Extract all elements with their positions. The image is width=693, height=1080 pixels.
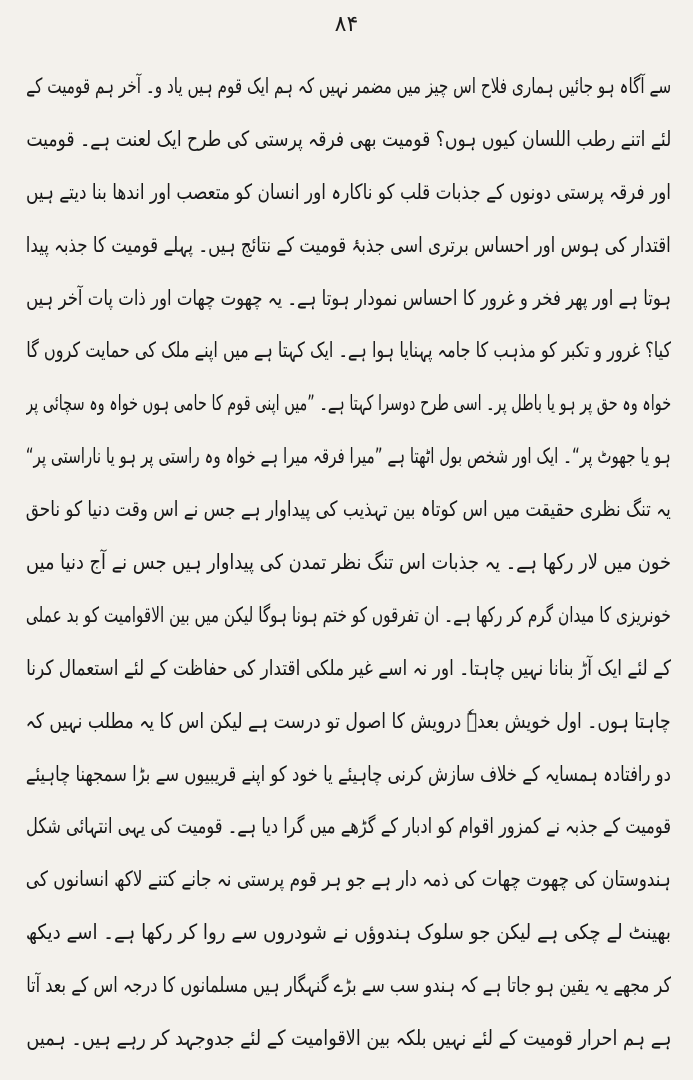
text-line (26, 642, 671, 695)
text-line (26, 536, 671, 589)
text-line (26, 324, 671, 377)
text-line (26, 430, 671, 483)
text-line-content: ہے ہم احرار قومیت کے لئے نہیں بلکہ بین الاقوامیت کے لئے جدوجہد کر رہے ہیں۔ ہمیں (26, 1026, 671, 1051)
text-line-content: کیا؟ غرور و تکبر کو مذہب کا جامہ پہنایا ہوا ہے۔ ایک کہتا ہے میں اپنے ملک کی حمایت کروں گا (26, 338, 671, 363)
text-line (26, 695, 671, 748)
text-line-content: دو رافتادہ ہمسایہ کے خلاف سازش کرنی چاہیئے یا خود کو اپنے قریبیوں سے بڑا سمجھنا چاہیئے (26, 761, 671, 786)
text-line (26, 166, 671, 219)
text-line (26, 959, 671, 1012)
page-number: ۸۴ (334, 12, 359, 37)
body-text (26, 60, 671, 1065)
text-line-content: اور فرقہ پرستی دونوں کے جذبات قلب کو ناکارہ اور انسان کو متعصب اور اندھا بنا دیتے ہیں (26, 179, 671, 204)
text-line-content: سے آگاہ ہو جائیں ہماری فلاح اس چیز میں مضمر نہیں کہ ہم ایک قوم ہیں یاد و۔ آخر ہم قومیت کے (26, 74, 671, 98)
text-line-content: خون میں لار رکھا ہے۔ یہ جذبات اس تنگ نظر تمدن کی پیداوار ہیں جس نے آج دنیا میں (26, 550, 671, 575)
text-line-content: ہندوستان کی چھوت چھات کی ذمہ دار ہے جو ہر قوم پرستی نہ جانے کتنے لاکھ انسانوں کی (26, 867, 671, 892)
text-line-content: خونریزی کا میدان گرم کر رکھا ہے۔ ان تفرقوں کو ختم ہونا ہوگا لیکن میں بین الاقوامیت کو بد عملی (26, 602, 671, 627)
text-line-content: بھینٹ لے چکی ہے لیکن جو سلوک ہندوؤں نے شودروں سے روا کر رکھا ہے۔ اسے دیکھ (26, 920, 671, 945)
text-line-content: خواہ وہ حق پر ہو یا باطل پر۔ اسی طرح دوسرا کہتا ہے۔ ”میں اپنی قوم کا حامی ہوں خواہ وہ سچائی پر (26, 391, 671, 416)
text-line (26, 800, 671, 853)
text-line-content: چاہتا ہوں۔ اول خویش بعدہٗ درویش کا اصول تو درست ہے لیکن اس کا یہ مطلب نہیں کہ (26, 708, 671, 733)
text-line-content: یہ تنگ نظری حقیقت میں اس کوتاہ بین تہذیب کی پیداوار ہے جس نے اس وقت دنیا کو ناحق (26, 497, 671, 522)
text-line (26, 60, 671, 113)
text-line-content: ہو یا جھوٹ پر“۔ ایک اور شخص بول اٹھتا ہے ”میرا فرقہ میرا ہے خواہ وہ راستی پر ہو یا ناراستی پر“ (26, 444, 671, 469)
text-line (26, 853, 671, 906)
text-line-content: کر مجھے یہ یقین ہو جاتا ہے کہ ہندو سب سے بڑے گنہگار ہیں مسلمانوں کا درجہ اس کے بعد آتا (26, 973, 671, 998)
text-line-content: لئے اتنے رطب اللسان کیوں ہوں؟ قومیت بھی فرقہ پرستی کی طرح ایک لعنت ہے۔ قومیت (26, 126, 671, 151)
text-line (26, 483, 671, 536)
text-line (26, 272, 671, 325)
text-line-content: اقتدار کی ہوس اور احساس برتری اسی جذبۂ قومیت کے نتائج ہیں۔ پہلے قومیت کا جذبہ پیدا (26, 232, 671, 257)
text-line (26, 377, 671, 430)
text-line (26, 1012, 671, 1065)
text-line (26, 906, 671, 959)
text-line-content: ہوتا ہے اور پھر فخر و غرور کا احساس نمودار ہوتا ہے۔ یہ چھوت چھات اور ذات پات آخر ہیں (26, 285, 671, 310)
text-line (26, 219, 671, 272)
text-line (26, 589, 671, 642)
text-line-content: کے لئے ایک آڑ بنانا نہیں چاہتا۔ اور نہ اسے غیر ملکی اقتدار کی حفاظت کے لئے استعمال کرنا (26, 655, 671, 680)
text-line (26, 748, 671, 801)
text-line-content: قومیت کے جذبہ نے کمزور اقوام کو ادبار کے گڑھے میں گرا دیا ہے۔ قومیت کی یہی انتہائی شکل (26, 814, 671, 839)
text-line (26, 113, 671, 166)
